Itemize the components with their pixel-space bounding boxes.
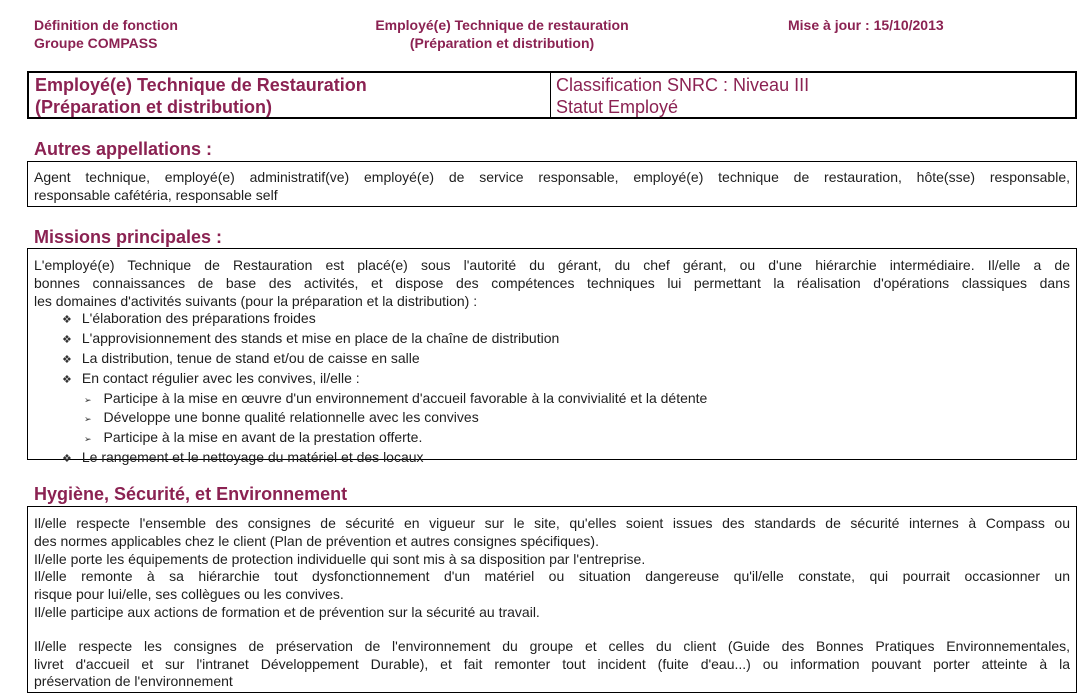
text-line: Il/elle remonte à sa hiérarchie tout dysfonctionnement d'un matériel ou situation dangereuse qu'il/elle constate, qui pourrait occasionner un [34, 568, 1070, 585]
list-item-text: Développe une bonne qualité relationnelle avec les convives [103, 409, 479, 426]
list-item [34, 449, 1070, 469]
paragraph-gap [34, 622, 1070, 638]
header-job-title: Employé(e) Technique de restauration [375, 17, 629, 33]
doc-type: Définition de fonction [34, 17, 178, 33]
list-item-text: Le rangement et le nettoyage du matériel et des locaux [81, 448, 424, 465]
list-item-text: En contact régulier avec les convives, il/elle : [81, 369, 360, 386]
sub-list-item [34, 429, 1070, 449]
autres-heading: Autres appellations : [34, 139, 213, 159]
job-title: Employé(e) Technique de Restauration [35, 75, 367, 95]
autres-box [27, 161, 1077, 207]
group-name: Groupe COMPASS [34, 35, 158, 51]
text-line: L'employé(e) Technique de Restauration est placé(e) sous l'autorité du gérant, du chef gérant, ou d'une hiérarchie intermédiaire. Il/elle a de [34, 257, 1070, 273]
hse-box [27, 506, 1077, 693]
list-item-text: La distribution, tenue de stand et/ou de caisse en salle [81, 349, 420, 366]
text-line: préservation de l'environnement [34, 673, 233, 690]
list-item-text: L'élaboration des préparations froides [81, 310, 316, 327]
list-item [34, 350, 1070, 370]
text-line: responsable cafétéria, responsable self [34, 186, 278, 203]
classification-cell [551, 73, 814, 117]
text-line: Il/elle porte les équipements de protection individuelle qui sont mis à sa disposition par l'entreprise. [34, 550, 646, 567]
sub-list-item [34, 390, 1070, 410]
classification: Classification SNRC : Niveau III [556, 75, 810, 95]
text-line: les domaines d'activités suivants (pour la préparation et la distribution) : [34, 292, 478, 309]
text-line: Il/elle respecte les consignes de préservation de l'environnement du groupe et celles du client (Guide des Bonnes Pratiques Environnementales, [34, 637, 1070, 654]
job-subtitle: (Préparation et distribution) [35, 97, 273, 117]
list-item-text: Participe à la mise en avant de la prestation offerte. [103, 429, 423, 446]
text-line: Agent technique, employé(e) administratif(ve) employé(e) de service responsable, employé(e) technique de restauration, hôte(sse) responsable, [34, 169, 1070, 185]
update-date: Mise à jour : 15/10/2013 [788, 17, 944, 33]
text-line: Il/elle respecte l'ensemble des consignes de sécurité en vigueur sur le site, qu'elles soient issues des standards de sécurité internes à Compass ou [34, 515, 1070, 531]
hse-heading: Hygiène, Sécurité, et Environnement [34, 484, 348, 504]
text-line: des normes applicables chez le client (Plan de prévention et autres consignes spécifiques). [34, 532, 599, 549]
list-item [34, 370, 1070, 390]
list-item-text: L'approvisionnement des stands et mise en place de la chaîne de distribution [81, 330, 560, 347]
title-table [27, 71, 1077, 119]
list-item-text: Participe à la mise en œuvre d'un environnement d'accueil favorable à la convivialité et la détente [103, 389, 708, 406]
header-job-subtitle: (Préparation et distribution) [409, 35, 595, 51]
header-left [34, 16, 178, 52]
text-line: Il/elle participe aux actions de formation et de prévention sur la sécurité au travail. [34, 603, 540, 620]
missions-heading: Missions principales : [34, 227, 223, 247]
job-title-cell [29, 73, 551, 117]
text-line: risque pour lui/elle, ses collègues ou les convives. [34, 586, 344, 603]
statut: Statut Employé [556, 97, 679, 117]
missions-box [27, 248, 1077, 465]
list-item [34, 330, 1070, 350]
sub-list-item [34, 409, 1070, 429]
text-line: bonnes connaissances de base des activités, et dispose des compétences techniques lui permettant la réalisation d'opérations classiques dans [34, 274, 1070, 291]
list-item [34, 310, 1070, 330]
text-line: livret d'accueil et sur l'intranet Développement Durable), et fait remonter tout incident (fuite d'eau...) ou information pouvant porter atteinte à la [34, 655, 1070, 672]
header-center [352, 16, 652, 52]
